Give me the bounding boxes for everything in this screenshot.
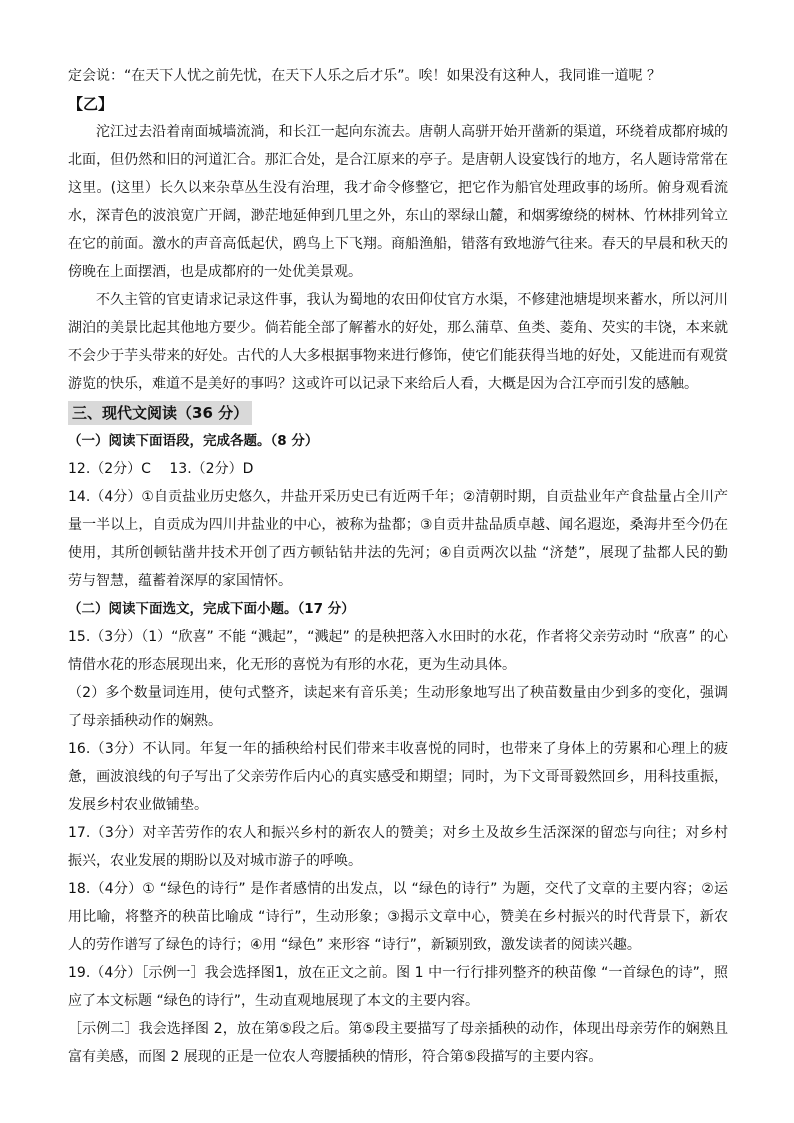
part-1-title: （一）阅读下面语段，完成各题。（8 分） — [68, 433, 319, 449]
part-2-title: （二）阅读下面选文，完成下面小题。（17 分） — [68, 601, 355, 617]
answer-15-2: （2）多个数量词连用，使句式整齐，读起来有音乐美；生动形象地写出了秧苗数量由少到多的变化，强调了母亲插秧动作的娴熟。 — [68, 685, 728, 729]
answer-16: 16.（3分）不认同。年复一年的插秧给村民们带来丰收喜悦的同时，也带来了身体上的劳累和心理上的疲惫，画波浪线的句子写出了父亲劳作后内心的真实感受和期望；同时，为下文哥哥毅然回乡，用科技重振，发展乡村农业做铺垫。 — [68, 741, 728, 813]
answer-17: 17.（3分）对辛苦劳作的农人和振兴乡村的新农人的赞美；对乡土及故乡生活深深的留恋与向往；对乡村振兴，农业发展的期盼以及对城市游子的呼唤。 — [68, 825, 728, 869]
continued-line: 定会说：“在天下人忧之前先忧，在天下人乐之后才乐”。唉！如果没有这种人，我同谁一道呢 ？ — [68, 68, 661, 84]
answer-19-example-1: 19.（4分）［示例一］我会选择图1，放在正文之前。图 1 中一行行排列整齐的秧苗像 “一首绿色的诗”，照应了本文标题 “绿色的诗行”，生动直观地展现了本文的主要内容。 — [68, 965, 728, 1009]
part-yi-paragraph-1: 沱江过去沿着南面城墙流淌，和长江一起向东流去。唐朝人高骈开始开凿新的渠道，环绕着成都府城的北面，但仍然和旧的河道汇合。那汇合处，是合江原来的亭子。是唐朝人设宴饯行的地方，名人题诗常常在这里。(这里）长久以来杂草丛生没有治理，我才命令修整它，把它作为船官处理政事的场所。俯身观看流水，深青色的波浪宽广开阔，渺茫地延伸到几里之外，东山的翠绿山麓，和烟雾缭绕的树林、竹林排列耸立在它的前面。激水的声音高低起伏，鸥鸟上下飞翔。商船渔船，错落有致地游气往来。春天的早晨和秋天的傍晚在上面摆酒，也是成都府的一处优美景观。 — [68, 124, 728, 280]
section-3-title: 三、现代文阅读（36 分） — [68, 401, 252, 425]
part-yi-label: 【乙】 — [68, 95, 114, 113]
answer-12-13: 12.（2分）C 13.（2分）D — [68, 461, 254, 477]
answer-18: 18.（4分）① “绿色的诗行” 是作者感情的出发点，以 “绿色的诗行” 为题，交代了文章的主要内容；②运用比喻，将整齐的秧苗比喻成 “诗行”，生动形象；③揭示文章中心，赞美在乡村振兴的时代背景下，新农人的劳作谱写了绿色的诗行；④用 “绿色” 来形容 “诗行”，新颖别致，激发读者的阅读兴趣。 — [68, 881, 728, 953]
answer-19-example-2: ［示例二］我会选择图 2，放在第⑤段之后。第⑤段主要描写了母亲插秧的动作，体现出母亲劳作的娴熟且富有美感，而图 2 展现的正是一位农人弯腰插秧的情形，符合第⑤段描写的主要内容。 — [68, 1021, 728, 1065]
answer-14: 14.（4分）①自贡盐业历史悠久，井盐开采历史已有近两千年；②清朝时期，自贡盐业年产食盐量占全川产量一半以上，自贡成为四川井盐业的中心，被称为盐都；③自贡井盐品质卓越、闻名遐迩，桑海井至今仍在使用，其所创顿钻凿井技术开创了西方顿钻钻井法的先河；④自贡两次以盐 “济楚”，展现了盐都人民的勤劳与智慧，蕴蓄着深厚的家国情怀。 — [68, 489, 728, 589]
answer-15-1: 15.（3分）（1）“欣喜” 不能 “溅起”，“溅起” 的是秧把落入水田时的水花，作者将父亲劳动时 “欣喜” 的心情借水花的形态展现出来，化无形的喜悦为有形的水花，更为生动具体。 — [68, 629, 728, 673]
part-yi-paragraph-2: 不久主管的官吏请求记录这件事，我认为蜀地的农田仰仗官方水渠，不修建池塘堤坝来蓄水，所以河川湖泊的美景比起其他地方要少。倘若能全部了解蓄水的好处，那么蒲草、鱼类、菱角、芡实的丰饶，本来就不会少于芋头带来的好处。古代的人大多根据事物来进行修饰，使它们能获得当地的好处，又能进而有观赏游览的快乐，难道不是美好的事吗？这或许可以记录下来给后人看，大概是因为合江亭而引发的感触。 — [68, 292, 728, 392]
document-page — [68, 62, 728, 1071]
